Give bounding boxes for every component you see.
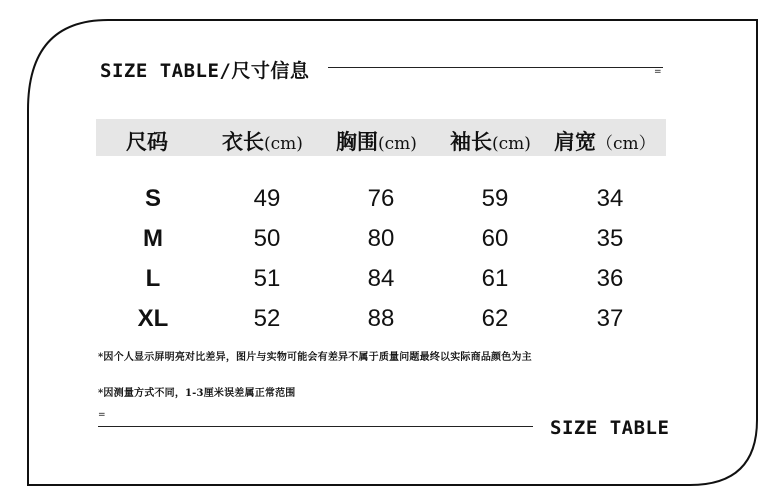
- table-cell: 37: [596, 305, 624, 332]
- footer-divider-line: [98, 426, 533, 427]
- table-cell: 49: [253, 185, 281, 212]
- table-cell: 36: [596, 265, 624, 292]
- column-header-label: 胸围: [336, 129, 378, 154]
- column-header-unit: (cm): [378, 134, 417, 154]
- column-header-length: [222, 126, 303, 156]
- column-header-label: 衣长: [222, 129, 264, 154]
- column-header-label: 袖长: [450, 129, 492, 154]
- table-cell: 35: [596, 225, 624, 252]
- column-header-label: 肩宽: [554, 129, 596, 154]
- size-table-title: SIZE TABLE/尺寸信息: [100, 60, 310, 82]
- table-cell: 51: [253, 265, 281, 292]
- table-cell: 80: [367, 225, 395, 252]
- title-divider-line: [328, 67, 663, 68]
- column-header-label: 尺码: [126, 129, 168, 154]
- column-header-shoulder: [554, 126, 656, 156]
- column-header-sleeve: [450, 126, 531, 156]
- table-cell: 76: [367, 185, 395, 212]
- table-cell: 61: [481, 265, 509, 292]
- footer-size-table-label: SIZE TABLE: [550, 417, 670, 439]
- table-cell-size: XL: [137, 305, 169, 332]
- column-header-unit: (cm): [492, 134, 531, 154]
- table-cell: 50: [253, 225, 281, 252]
- table-cell: 62: [481, 305, 509, 332]
- measurement-tolerance-note: *因测量方式不同，1-3厘米误差属正常范围: [98, 388, 296, 399]
- column-header-unit: (cm): [264, 134, 303, 154]
- table-cell: 34: [596, 185, 624, 212]
- equals-mark: =: [654, 67, 662, 77]
- table-cell: 52: [253, 305, 281, 332]
- table-cell-size: S: [144, 185, 161, 212]
- column-header-chest: [336, 126, 417, 156]
- table-cell: 60: [481, 225, 509, 252]
- column-header-unit: （cm）: [596, 134, 656, 154]
- equals-mark: =: [98, 410, 106, 420]
- table-cell: 59: [481, 185, 509, 212]
- color-disclaimer-note: *因个人显示屏明亮对比差异，图片与实物可能会有差异不属于质量问题最终以实际商品颜色为主: [98, 352, 532, 363]
- table-cell-size: M: [143, 225, 163, 252]
- column-header-size: [126, 126, 168, 156]
- table-cell: 88: [367, 305, 395, 332]
- table-cell-size: L: [145, 265, 161, 292]
- table-cell: 84: [367, 265, 395, 292]
